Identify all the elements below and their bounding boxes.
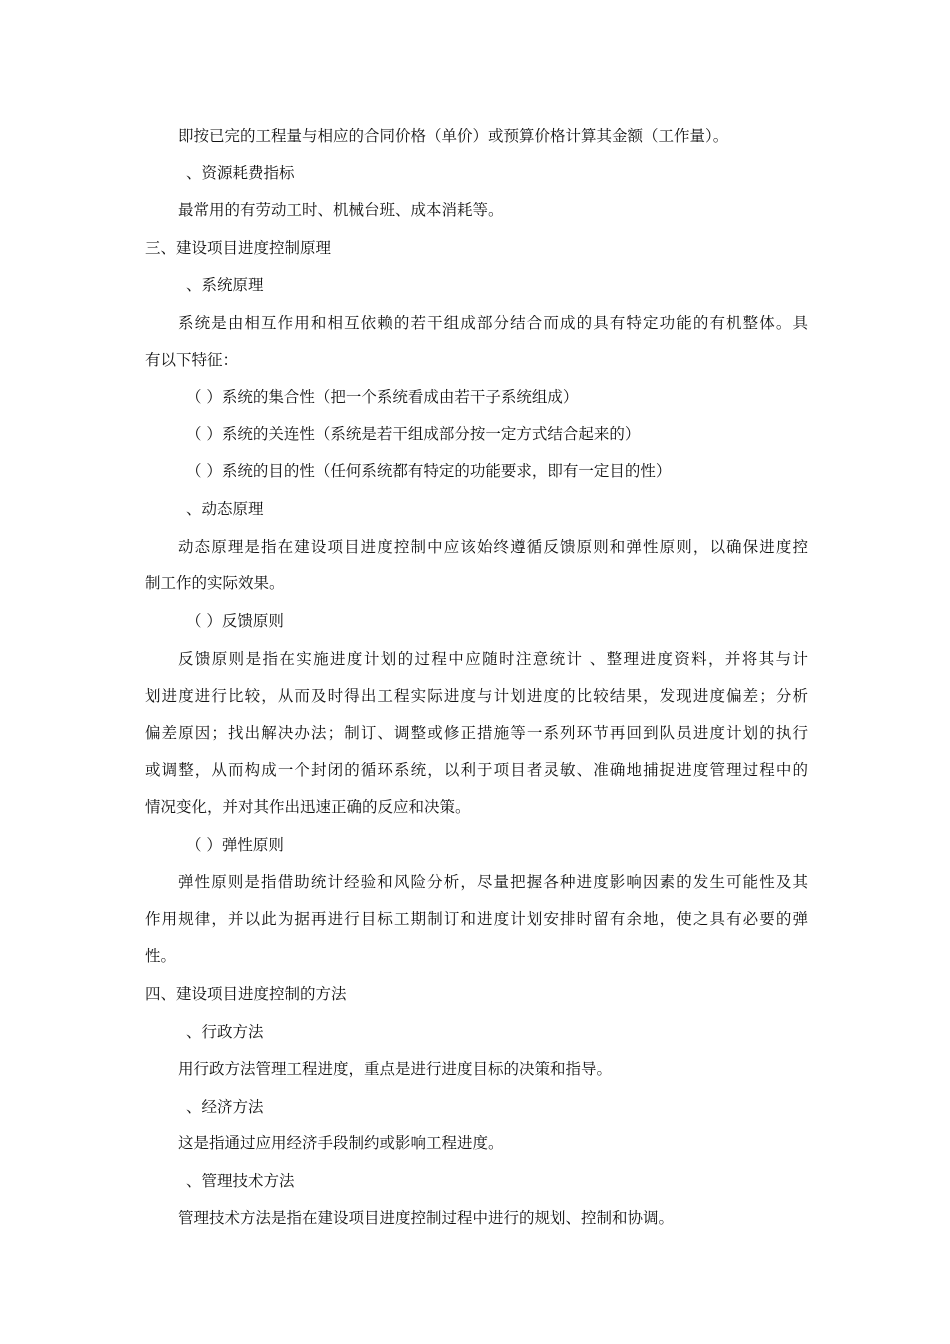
subheading: 、行政方法 bbox=[186, 1023, 264, 1041]
list-item: （ ）反馈原则 bbox=[186, 612, 284, 630]
paragraph-line: 偏差原因；找出解决办法；制订、调整或修正措施等一系列环节再回到队员进度计划的执行 bbox=[145, 724, 808, 742]
paragraph-line: 或调整，从而构成一个封闭的循环系统，以利于项目者灵敏、准确地捕捉进度管理过程中的 bbox=[145, 761, 808, 779]
paragraph-line: 最常用的有劳动工时、机械台班、成本消耗等。 bbox=[178, 201, 504, 219]
paragraph-line: 有以下特征： bbox=[145, 351, 239, 369]
paragraph-line: 划进度进行比较，从而及时得出工程实际进度与计划进度的比较结果，发现进度偏差；分析 bbox=[145, 687, 808, 705]
paragraph-line: 这是指通过应用经济手段制约或影响工程进度。 bbox=[178, 1134, 504, 1152]
paragraph-line: 系统是由相互作用和相互依赖的若干组成部分结合而成的具有特定功能的有机整体。具 bbox=[178, 314, 808, 332]
subheading: 、经济方法 bbox=[186, 1098, 264, 1116]
subheading: 、系统原理 bbox=[186, 276, 264, 294]
paragraph-line: 反馈原则是指在实施进度计划的过程中应随时注意统计 、整理进度资料，并将其与计 bbox=[178, 650, 808, 668]
subheading: 、资源耗费指标 bbox=[186, 164, 295, 182]
list-item: （ ）系统的关连性（系统是若干组成部分按一定方式结合起来的） bbox=[186, 425, 641, 443]
paragraph-line: 制工作的实际效果。 bbox=[145, 574, 285, 592]
section-heading: 三、建设项目进度控制原理 bbox=[145, 239, 332, 257]
list-item: （ ）系统的目的性（任何系统都有特定的功能要求，即有一定目的性） bbox=[186, 462, 672, 480]
list-item: （ ）系统的集合性（把一个系统看成由若干子系统组成） bbox=[186, 388, 579, 406]
subheading: 、管理技术方法 bbox=[186, 1172, 295, 1190]
paragraph-line: 情况变化，并对其作出迅速正确的反应和决策。 bbox=[145, 798, 471, 816]
paragraph-line: 弹性原则是指借助统计经验和风险分析，尽量把握各种进度影响因素的发生可能性及其 bbox=[178, 873, 808, 891]
paragraph-line: 即按已完的工程量与相应的合同价格（单价）或预算价格计算其金额（工作量）。 bbox=[178, 127, 729, 145]
list-item: （ ）弹性原则 bbox=[186, 836, 284, 854]
paragraph-line: 用行政方法管理工程进度，重点是进行进度目标的决策和指导。 bbox=[178, 1060, 613, 1078]
section-heading: 四、建设项目进度控制的方法 bbox=[145, 985, 347, 1003]
paragraph-line: 性。 bbox=[145, 947, 177, 965]
paragraph-line: 作用规律，并以此为据再进行目标工期制订和进度计划安排时留有余地，使之具有必要的弹 bbox=[145, 910, 808, 928]
paragraph-line: 动态原理是指在建设项目进度控制中应该始终遵循反馈原则和弹性原则，以确保进度控 bbox=[178, 538, 808, 556]
subheading: 、动态原理 bbox=[186, 500, 264, 518]
paragraph-line: 管理技术方法是指在建设项目进度控制过程中进行的规划、控制和协调。 bbox=[178, 1209, 675, 1227]
